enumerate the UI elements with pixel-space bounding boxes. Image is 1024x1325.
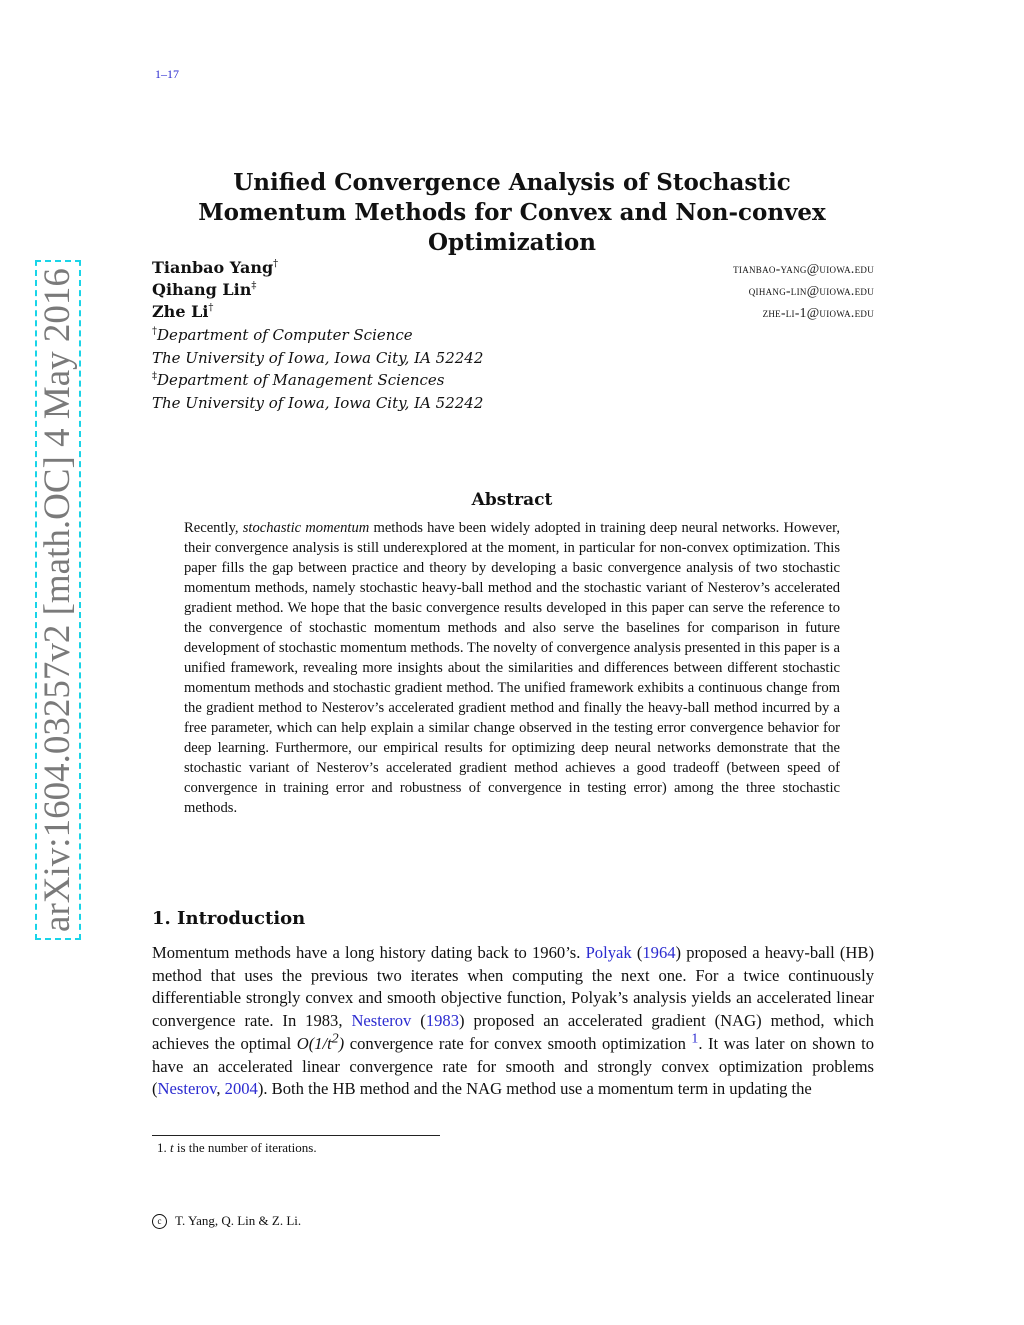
author-row [152,302,874,324]
citation-link[interactable]: 1983 [425,1011,459,1031]
footnote: 1. t is the number of iterations. [157,1140,317,1155]
author-row [152,280,874,302]
arxiv-stamp-text: arXiv:1604.03257v2 [math.OC] 4 May 2016 [35,260,81,940]
page-range: 1–17 [155,67,179,81]
citation-link[interactable]: Polyak [585,943,632,962]
citation-link[interactable]: 1964 [642,943,676,962]
paper-title: Unified Convergence Analysis of Stochastic Momentum Methods for Convex and Non-convex Optimization [198,169,826,256]
abstract-body: Recently, stochastic momentum methods have been widely adopted in training deep neural networks. However, their convergence analysis is still underexplored at the moment, in particular for non-convex optimization. This paper fills the gap between practice and theory by developing a basic convergence analysis of two stochastic momentum methods, namely stochastic heavy-ball method and the stochastic variant of Nesterov’s accelerated gradient method. We hope that the basic convergence results developed in this paper can serve the reference to the convergence of stochastic momentum methods and also serve the baselines for comparison in future development of stochastic momentum methods. The novelty of convergence analysis presented in this paper is a unified framework, revealing more insights about the similarities and differences between different stochastic momentum methods and stochastic gradient method. The unified framework exhibits a continuous change from the gradient method to Nesterov’s accelerated gradient method and finally the heavy-ball method incurred by a free parameter, which can help explain a similar change observed in the testing error convergence behavior for deep learning. Furthermore, our empirical results for optimizing deep neural networks demonstrate that the stochastic variant of Nesterov’s accelerated gradient method achieves a good tradeoff (between speed of convergence in training error and robustness of convergence in testing error) among the three stochastic methods. [184,520,840,816]
citation-link[interactable]: Nesterov [351,1011,412,1031]
author-row [152,258,874,280]
section-heading-introduction: 1. Introduction [152,908,306,929]
author-email[interactable]: qihang-lin@uiowa.edu [748,283,874,298]
introduction-body: Momentum methods have a long history dating back to 1960’s. Polyak (1964) proposed a heavy-ball (HB) method that uses the previous two iterates when computing the next one. For a twice continuously differentiable strongly convex and smooth objective function, Polyak’s analysis yields an accelerated linear convergence rate. In 1983, Nesterov (1983) proposed an accelerated gradient (NAG) method, which achieves the optimal $O(1/t^2)$ convergence rate for convex smooth optimization $^1$. It was later on shown to have an accelerated linear convergence rate for smooth and strongly convex optimization problems (Nesterov, 2004). Both the HB method and the NAG method use a momentum term in updating the [152,943,875,1099]
affiliation-dept: ‡Department of Management Sciences [152,371,445,389]
author-name: Zhe Li† [152,302,214,321]
author-block [152,258,874,414]
author-name: Tianbao Yang† [152,258,279,277]
author-email[interactable]: tianbao-yang@uiowa.edu [733,261,874,276]
affiliation-univ: The University of Iowa, Iowa City, IA 52242 [152,393,484,412]
copyright-icon: c [152,1214,167,1229]
abstract-heading: Abstract [471,490,553,510]
copyright-line: c T. Yang, Q. Lin & Z. Li. [152,1213,301,1229]
author-name: Qihang Lin‡ [152,280,257,299]
footnote-ref[interactable]: 1 [691,1030,699,1046]
footnote-divider [152,1135,440,1136]
affiliation-univ: The University of Iowa, Iowa City, IA 52242 [152,348,484,367]
citation-link[interactable]: 2004 [224,1079,258,1099]
citation-link[interactable]: Nesterov [157,1079,217,1099]
author-email[interactable]: zhe-li-1@uiowa.edu [762,305,874,320]
math-complexity: $O(1/t^2)$ [296,1030,345,1053]
affiliation-dept: †Department of Computer Science [152,326,413,344]
